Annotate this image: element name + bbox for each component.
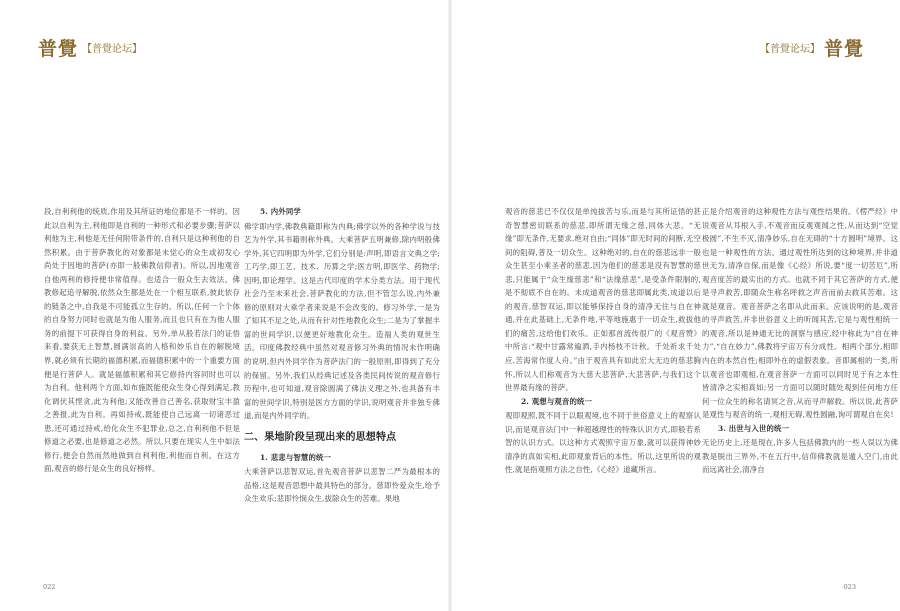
text-column-2	[244, 205, 440, 506]
page-number-left: 022	[43, 583, 56, 591]
paragraph: 观即观照,既不同于以眼观境,也不同于世俗意义上的观察认识,而是观音法门中一种超越理性的特殊认识方式,即般若系智的认识方式。以这种方式观照宇宙万象,就可以获得神妙清净的真如实相,此即观象背后的本性。所以,这里所说的观性,就是指观照方法之自性,《心经》道藏所言。	[505, 411, 701, 475]
section-label: 【普覺论坛】	[82, 44, 143, 55]
paragraph: 观音的慈悲已不仅仅是单纯拔苦与乐,而是与其所证悟的甚奇智慧密切联系的慈悲,即所谓无缘之慈,同体大悲。“无缘”即无条件,无要求,绝对自由;“同体”即无时间的间断,无空间的阻碍,普及一切众生。这种绝对的,自在的慈悲远非一般众生甚至小乘圣者的慈悲,因为他们的慈悲是没有智慧的慈悲,只能属于“众生缘慈悲”和“法缘慈悲”,是受条件限制的,是不彻底不自在的。未成道观音的慈悲即属此类,成道以后的观音,慈智双运,即以能够保持自身的清净无住与自在神通,并在此基础上,无条件地,平等地施惠于一切众生,救拔他们的痛苦,这给他们欢乐。正如那首流传很广的《观音赞》中所言:“观中甘露常遍洒,手内杨枝不计秋。千处祈求千处应,苦海常作度人舟。”由于观音具有如此宏大无边的慈悲胸怀,所以人们称观音为大慈大悲菩萨,大悲菩萨,与我们这个世界最有缘的菩萨。	[505, 207, 701, 393]
section-label: 【普覺论坛】	[759, 44, 820, 55]
logo-text: 普覺	[823, 38, 864, 60]
text-column-1	[44, 205, 240, 476]
page-number-right: 023	[843, 583, 856, 591]
left-page-header	[38, 34, 146, 61]
right-page-header	[756, 34, 864, 61]
subheading: 2. 观想与观音的统一	[521, 396, 593, 406]
section-heading: 二、果地阶段呈现出来的思想特点	[244, 431, 397, 443]
subheading: 5. 内外同学	[260, 207, 301, 216]
logo-text: 普覺	[38, 38, 79, 60]
subheading: 3. 出世与入世的统一	[718, 423, 790, 433]
paragraph: 正是介绍观音的这种观性方法与观性结果的。《楞严经》中说观音从耳根入手,不观音而反观观闻之性,从而达到“空觉极圆”,不生不灭,清净妙乐,自在无碍的“十方圆明”境界。这也是一种观性的方法。通过观性所达到的这种境界,并非道世无为,清净自保,而是像《心经》所说,要“度一切苦厄”,所观音度苦的最实出的方式。也就不同于其它菩萨的方式,便是寻声救苦,即随众生称名呼救之声音而前去救其苦难。这就是观音。观音菩萨之名即从此而来。应该说明的是,观音的寻声救苦,并非世俗意义上的听闻其苦,它是与观性相统一的观音,所以是神通无比的洞察与感应,经中称此为“自在神力”,“自在妙力”,佛教将宇宙万有分成性、相两个部分,相即内在的本然自性;相即外在的虚假表象。音即属相的一类,所以观音也即观相,在观音菩萨一方面可以同时见于有之本性皆清净之实相真如;另一方面可以随时随处观到任何地方任何一位众生的称名请冥之音,从而寻声解救。所以说,此菩萨是观性与观音的统一,观相无碍,观性圆融,询可谓观自在矣!	[702, 207, 898, 420]
paragraph: 大乘菩萨以悲智双运,首先观音菩萨以悲智二严为最根本的品格,这是观音思想中最具特色的部分。慈即怜爱众生,给予众生欢乐;悲即怜悯众生,拔除众生的苦难。果地	[244, 467, 440, 504]
paragraph: 无论历史上,还是现在,许多人包括佛教内的一些人误以为佛教是脱出三界外,不在五行中,信仰佛教就是遁入空门,由此而远离社会,清净自	[702, 438, 898, 475]
paragraph: 佛学即内学,佛教典籍即称为内典;佛学以外的各种学说与技艺为外学,其书籍则称外典。大乘菩萨五明兼修,除内明般佛学外,其它四明即为外学,它们分别是:声明,即语言文典之学;工巧学,即工艺、技术、历算之学;医方明,即医学、药物学;因明,即论理学。这是古代印度的学术分类方法。用于现代社会乃至未来社会,菩萨教化的方法,但不管怎么说,内外兼修的原则对大乘学者来说是不会改变的。修习外学,一是为了知其不足之处,从而有针对性地教化众生;二是为了掌握丰富的世间学识,以便更好地教化众生。造福人类的观世生活。印度佛教经典中虽然对观音修习外典的情况未作明确的说明,但内外同学作为菩萨法门的一般原则,即得到了充分的保留。另外,我们从经典记述及各类民间传说的观音修行历程中,也可知道,观音除圆满了佛法义理之外,也具备有丰富的世间学识,特别是医方方面的学识,说明观音并非独专佛道,而是内外同学的。	[244, 221, 440, 421]
subheading: 1. 悲悲与智慧的统一	[260, 452, 332, 462]
paragraph: 段,自利利他的统质,作用及其所证的地位都是不一样的。因此以自利为主,利他即是自利的一种形式和必要步骤;菩萨以利他为主,利他是无任何附带条件的,自利只是这种利他的自然积累。由于菩萨教化的对象都是未觉心的众生或初发心尚处于因地的菩萨(亦即一般佛教信仰者)。所以,因地观音自他两利的修持便非常值得。也适合一般众生去效法。佛教修起追寻解脱,依然众生都是处在一个相互联系,彼此依存的链条之中,自我是不可能孤立生存的。所以,任何一个个体的自身努力同时也就是为他人服务,而且也只有在为他人服务的前提下可获得自身的利益。另外,单从般若法门的证悟来看,要获无上智慧,圆满崇高的人格和妙乐自在的解脱境界,就必须有长期的福德积累,而福德积累中的一个重要方面便是行菩萨人。就是福德积累和其它修持内容同时也可以为自利。他利两个方面,如布施既能使众生身心得到满足,教化调伏其悭贪,此为利他;又能改善自己善名,获取财宝丰盈之善报,此为自利。再如持戒,既能使自己远离一切诸恶过患,还可通过持戒,给化众生不犯罪业,总之,自利利他不但是修道之必要,也是修道之必然。所以,只要在现实人生中如法修行,便会自然而然地做到自利利他,利他而自利。在这方面,观音的修行是众生的良好榜样。	[44, 207, 240, 474]
text-column-4	[702, 205, 898, 477]
text-column-3	[505, 205, 701, 477]
